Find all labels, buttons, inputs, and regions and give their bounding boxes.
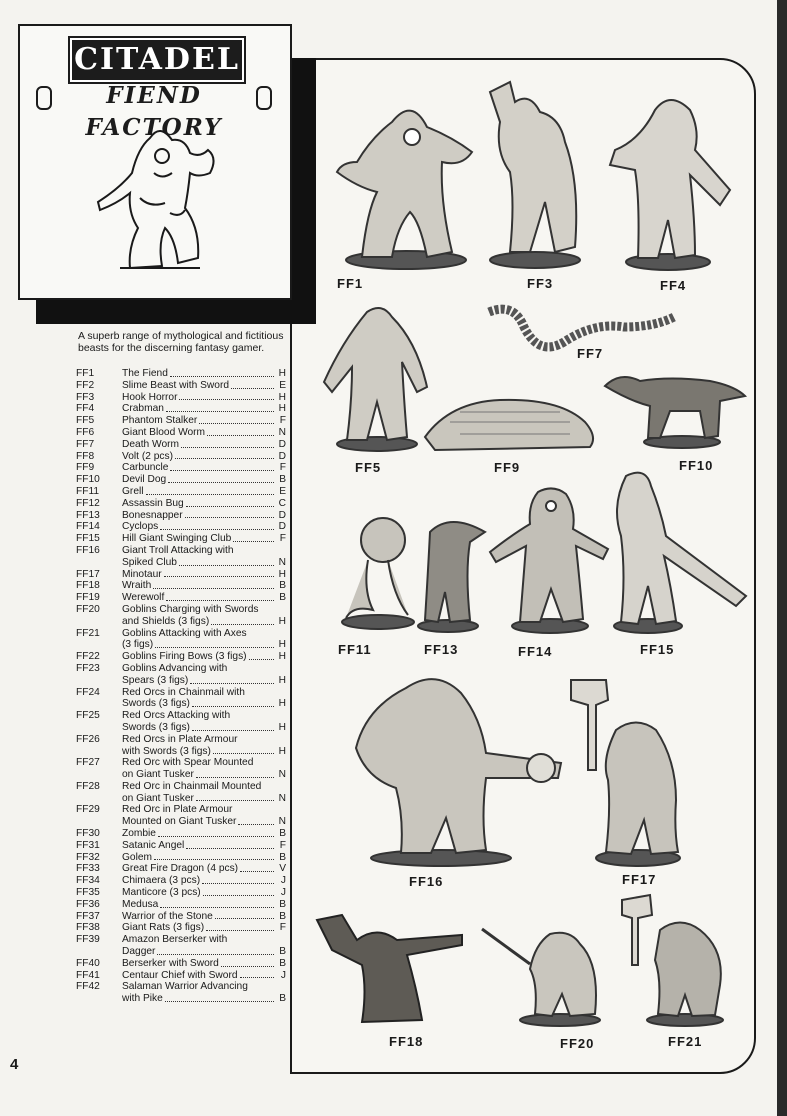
list-item bbox=[76, 828, 286, 840]
item-description: Red Orc in Plate Armour bbox=[122, 804, 233, 816]
brand-subtitle: FIEND FACTORY bbox=[36, 80, 272, 112]
item-grade: J bbox=[280, 887, 286, 899]
item-description: Berserker with Sword bbox=[122, 957, 219, 969]
item-code: FF11 bbox=[76, 485, 100, 497]
item-description: Crabman bbox=[122, 403, 164, 415]
item-code: FF41 bbox=[76, 969, 100, 981]
list-item bbox=[76, 451, 286, 463]
item-code: FF42 bbox=[76, 981, 100, 993]
item-grade: C bbox=[278, 497, 286, 509]
item-description: Volt (2 pcs) bbox=[122, 450, 173, 462]
item-description: Werewolf bbox=[122, 592, 165, 604]
item-description: Centaur Chief with Sword bbox=[122, 969, 238, 981]
list-item bbox=[76, 875, 286, 887]
item-description: Goblins Advancing with bbox=[122, 662, 228, 674]
item-description: Assassin Bug bbox=[122, 497, 184, 509]
item-code: FF22 bbox=[76, 651, 100, 663]
item-description: Goblins Charging with Swords bbox=[122, 603, 259, 615]
item-description: Mounted on Giant Tusker bbox=[122, 816, 237, 828]
item-description: Dagger bbox=[122, 946, 156, 958]
item-description: Giant Rats (3 figs) bbox=[122, 922, 205, 934]
item-description: Grell bbox=[122, 485, 144, 497]
item-description: with Swords (3 figs) bbox=[122, 745, 211, 757]
item-grade: H bbox=[278, 615, 286, 627]
item-description: Goblins Firing Bows (3 figs) bbox=[122, 651, 247, 663]
item-grade: H bbox=[278, 674, 286, 686]
figure-label-ff1: FF1 bbox=[337, 276, 364, 291]
item-grade: D bbox=[278, 438, 286, 450]
list-item bbox=[76, 474, 286, 486]
page-number: 4 bbox=[10, 1056, 19, 1073]
list-item bbox=[76, 439, 286, 451]
item-code: FF40 bbox=[76, 957, 100, 969]
item-grade: D bbox=[278, 450, 286, 462]
item-description: on Giant Tusker bbox=[122, 792, 194, 804]
figure-label-ff4: FF4 bbox=[660, 278, 687, 293]
item-grade: B bbox=[279, 580, 286, 592]
item-grade: H bbox=[278, 391, 286, 403]
figure-ff9 bbox=[420, 392, 600, 456]
item-code: FF29 bbox=[76, 804, 100, 816]
figure-label-ff16: FF16 bbox=[409, 874, 444, 889]
item-grade: F bbox=[279, 533, 286, 545]
item-description: Manticore (3 pcs) bbox=[122, 887, 201, 899]
fiend-illustration bbox=[90, 118, 230, 278]
item-description: Spears (3 figs) bbox=[122, 674, 189, 686]
figure-ff5 bbox=[322, 302, 432, 454]
list-item bbox=[76, 604, 286, 628]
item-code: FF16 bbox=[76, 544, 100, 556]
list-item bbox=[76, 757, 286, 781]
list-item bbox=[76, 663, 286, 687]
item-code: FF8 bbox=[76, 450, 95, 462]
figure-label-ff5: FF5 bbox=[355, 460, 382, 475]
item-grade: D bbox=[278, 509, 286, 521]
item-description: Red Orc with Spear Mounted bbox=[122, 757, 254, 769]
list-item bbox=[76, 592, 286, 604]
item-grade: F bbox=[279, 839, 286, 851]
logo-shadow bbox=[36, 296, 316, 324]
list-item bbox=[76, 521, 286, 533]
list-item bbox=[76, 510, 286, 522]
item-grade: B bbox=[279, 910, 286, 922]
item-grade: H bbox=[278, 639, 286, 651]
item-description: Hook Horror bbox=[122, 391, 178, 403]
list-item bbox=[76, 628, 286, 652]
item-code: FF38 bbox=[76, 922, 100, 934]
item-code: FF35 bbox=[76, 887, 100, 899]
list-item bbox=[76, 922, 286, 934]
figure-label-ff10: FF10 bbox=[679, 458, 714, 473]
item-description: Salaman Warrior Advancing bbox=[122, 981, 248, 993]
item-code: FF14 bbox=[76, 521, 100, 533]
figure-ff15 bbox=[606, 466, 756, 636]
item-description: Wraith bbox=[122, 580, 152, 592]
item-description: Zombie bbox=[122, 828, 156, 840]
item-code: FF4 bbox=[76, 403, 95, 415]
item-description: Swords (3 figs) bbox=[122, 698, 190, 710]
figure-ff10 bbox=[600, 366, 748, 450]
figure-ff13 bbox=[410, 512, 490, 634]
figure-label-ff7: FF7 bbox=[577, 346, 604, 361]
item-code: FF30 bbox=[76, 828, 100, 840]
item-code: FF6 bbox=[76, 426, 95, 438]
intro-text: A superb range of mythological and fictitious beasts for the discerning fantasy gamer. bbox=[78, 330, 284, 354]
item-description: Swords (3 figs) bbox=[122, 721, 190, 733]
item-description: Phantom Stalker bbox=[122, 415, 198, 427]
item-grade: H bbox=[278, 745, 286, 757]
page-edge-bar bbox=[777, 0, 787, 1116]
item-description: Red Orcs in Plate Armour bbox=[122, 733, 238, 745]
item-description: Red Orcs Attacking with bbox=[122, 710, 231, 722]
item-grade: F bbox=[279, 462, 286, 474]
item-grade: N bbox=[278, 556, 286, 568]
item-grade: N bbox=[278, 792, 286, 804]
item-description: Golem bbox=[122, 851, 153, 863]
item-code: FF3 bbox=[76, 391, 95, 403]
item-grade: B bbox=[279, 898, 286, 910]
item-description: Giant Blood Worm bbox=[122, 426, 206, 438]
item-description: Goblins Attacking with Axes bbox=[122, 627, 247, 639]
item-description: Giant Troll Attacking with bbox=[122, 544, 234, 556]
item-description: Satanic Angel bbox=[122, 839, 185, 851]
item-grade: E bbox=[279, 379, 286, 391]
list-item bbox=[76, 911, 286, 923]
figure-ff14 bbox=[488, 484, 614, 634]
frame-black-tab bbox=[290, 58, 316, 323]
list-item bbox=[76, 392, 286, 404]
item-description: Spiked Club bbox=[122, 556, 177, 568]
item-code: FF15 bbox=[76, 533, 100, 545]
list-item bbox=[76, 804, 286, 828]
list-item bbox=[76, 958, 286, 970]
list-item bbox=[76, 887, 286, 899]
item-grade: N bbox=[278, 769, 286, 781]
list-item bbox=[76, 981, 286, 1005]
list-item bbox=[76, 970, 286, 982]
item-code: FF7 bbox=[76, 438, 95, 450]
figure-label-ff13: FF13 bbox=[424, 642, 459, 657]
item-description: Devil Dog bbox=[122, 474, 167, 486]
item-code: FF33 bbox=[76, 863, 100, 875]
item-description: Bonesnapper bbox=[122, 509, 183, 521]
list-item bbox=[76, 427, 286, 439]
item-description: Slime Beast with Sword bbox=[122, 379, 230, 391]
item-grade: H bbox=[278, 721, 286, 733]
item-description: Carbuncle bbox=[122, 462, 169, 474]
list-item bbox=[76, 380, 286, 392]
figure-label-ff3: FF3 bbox=[527, 276, 554, 291]
list-item bbox=[76, 852, 286, 864]
item-description: on Giant Tusker bbox=[122, 769, 194, 781]
item-description: Minotaur bbox=[122, 568, 162, 580]
list-item bbox=[76, 486, 286, 498]
figure-ff18 bbox=[312, 910, 470, 1028]
list-item bbox=[76, 498, 286, 510]
list-item bbox=[76, 687, 286, 711]
item-code: FF21 bbox=[76, 627, 100, 639]
item-description: Red Orc in Chainmail Mounted bbox=[122, 780, 262, 792]
item-code: FF20 bbox=[76, 603, 100, 615]
item-grade: B bbox=[279, 828, 286, 840]
list-item bbox=[76, 899, 286, 911]
figure-label-ff18: FF18 bbox=[389, 1034, 424, 1049]
list-item bbox=[76, 710, 286, 734]
item-grade: J bbox=[280, 969, 286, 981]
item-grade: N bbox=[278, 816, 286, 828]
item-grade: B bbox=[279, 592, 286, 604]
item-grade: B bbox=[279, 993, 286, 1005]
item-code: FF18 bbox=[76, 580, 100, 592]
item-grade: F bbox=[279, 922, 286, 934]
brand-title: CITADEL bbox=[70, 38, 244, 82]
item-grade: H bbox=[278, 368, 286, 379]
item-grade: B bbox=[279, 851, 286, 863]
item-grade: B bbox=[279, 957, 286, 969]
logo-box bbox=[18, 24, 292, 300]
item-code: FF13 bbox=[76, 509, 100, 521]
figure-ff20 bbox=[480, 924, 610, 1028]
item-code: FF26 bbox=[76, 733, 100, 745]
item-code: FF23 bbox=[76, 662, 100, 674]
item-description: Chimaera (3 pcs) bbox=[122, 875, 201, 887]
item-grade: E bbox=[279, 485, 286, 497]
item-grade: B bbox=[279, 474, 286, 486]
item-code: FF10 bbox=[76, 474, 100, 486]
item-description: The Fiend bbox=[122, 368, 168, 379]
item-code: FF27 bbox=[76, 757, 100, 769]
list-item bbox=[76, 934, 286, 958]
item-grade: H bbox=[278, 568, 286, 580]
item-code: FF1 bbox=[76, 368, 95, 379]
item-code: FF2 bbox=[76, 379, 95, 391]
figure-ff1 bbox=[322, 92, 490, 272]
item-description: Medusa bbox=[122, 898, 159, 910]
product-list bbox=[76, 368, 286, 1005]
item-grade: J bbox=[280, 875, 286, 887]
item-code: FF37 bbox=[76, 910, 100, 922]
item-code: FF31 bbox=[76, 839, 100, 851]
list-item bbox=[76, 569, 286, 581]
figure-ff21 bbox=[620, 890, 732, 1030]
list-item bbox=[76, 734, 286, 758]
item-description: Red Orcs in Chainmail with bbox=[122, 686, 245, 698]
item-code: FF34 bbox=[76, 875, 100, 887]
figure-label-ff17: FF17 bbox=[622, 872, 657, 887]
figure-label-ff9: FF9 bbox=[494, 460, 521, 475]
figure-ff3 bbox=[470, 72, 600, 272]
list-item bbox=[76, 415, 286, 427]
item-grade: F bbox=[279, 415, 286, 427]
item-grade: H bbox=[278, 698, 286, 710]
item-code: FF19 bbox=[76, 592, 100, 604]
list-item bbox=[76, 840, 286, 852]
list-item bbox=[76, 403, 286, 415]
figure-ff4 bbox=[600, 90, 740, 272]
item-grade: V bbox=[279, 863, 286, 875]
item-code: FF24 bbox=[76, 686, 100, 698]
item-code: FF32 bbox=[76, 851, 100, 863]
item-description: Death Worm bbox=[122, 438, 179, 450]
item-description: Cyclops bbox=[122, 521, 159, 533]
item-code: FF25 bbox=[76, 710, 100, 722]
list-item bbox=[76, 781, 286, 805]
figure-ff17 bbox=[566, 670, 686, 868]
list-item bbox=[76, 580, 286, 592]
item-description: Amazon Berserker with bbox=[122, 934, 228, 946]
list-item bbox=[76, 462, 286, 474]
list-item bbox=[76, 863, 286, 875]
list-item bbox=[76, 651, 286, 663]
item-grade: B bbox=[279, 946, 286, 958]
figure-ff11 bbox=[338, 510, 420, 632]
figure-label-ff11: FF11 bbox=[338, 642, 372, 657]
figure-label-ff14: FF14 bbox=[518, 644, 553, 659]
item-description: and Shields (3 figs) bbox=[122, 615, 210, 627]
figure-ff16 bbox=[346, 668, 568, 868]
item-description: with Pike bbox=[122, 993, 163, 1005]
item-description: Hill Giant Swinging Club bbox=[122, 533, 232, 545]
item-grade: H bbox=[278, 651, 286, 663]
figure-label-ff20: FF20 bbox=[560, 1036, 595, 1051]
item-code: FF12 bbox=[76, 497, 100, 509]
item-code: FF5 bbox=[76, 415, 95, 427]
list-item bbox=[76, 545, 286, 569]
list-item bbox=[76, 368, 286, 380]
item-description: (3 figs) bbox=[122, 639, 154, 651]
item-code: FF17 bbox=[76, 568, 100, 580]
item-code: FF36 bbox=[76, 898, 100, 910]
item-grade: H bbox=[278, 403, 286, 415]
item-code: FF39 bbox=[76, 934, 100, 946]
item-description: Warrior of the Stone bbox=[122, 910, 213, 922]
item-grade: D bbox=[278, 521, 286, 533]
figure-label-ff15: FF15 bbox=[640, 642, 675, 657]
figure-label-ff21: FF21 bbox=[668, 1034, 703, 1049]
item-grade: N bbox=[278, 426, 286, 438]
list-item bbox=[76, 533, 286, 545]
item-code: FF9 bbox=[76, 462, 95, 474]
item-description: Great Fire Dragon (4 pcs) bbox=[122, 863, 239, 875]
item-code: FF28 bbox=[76, 780, 100, 792]
